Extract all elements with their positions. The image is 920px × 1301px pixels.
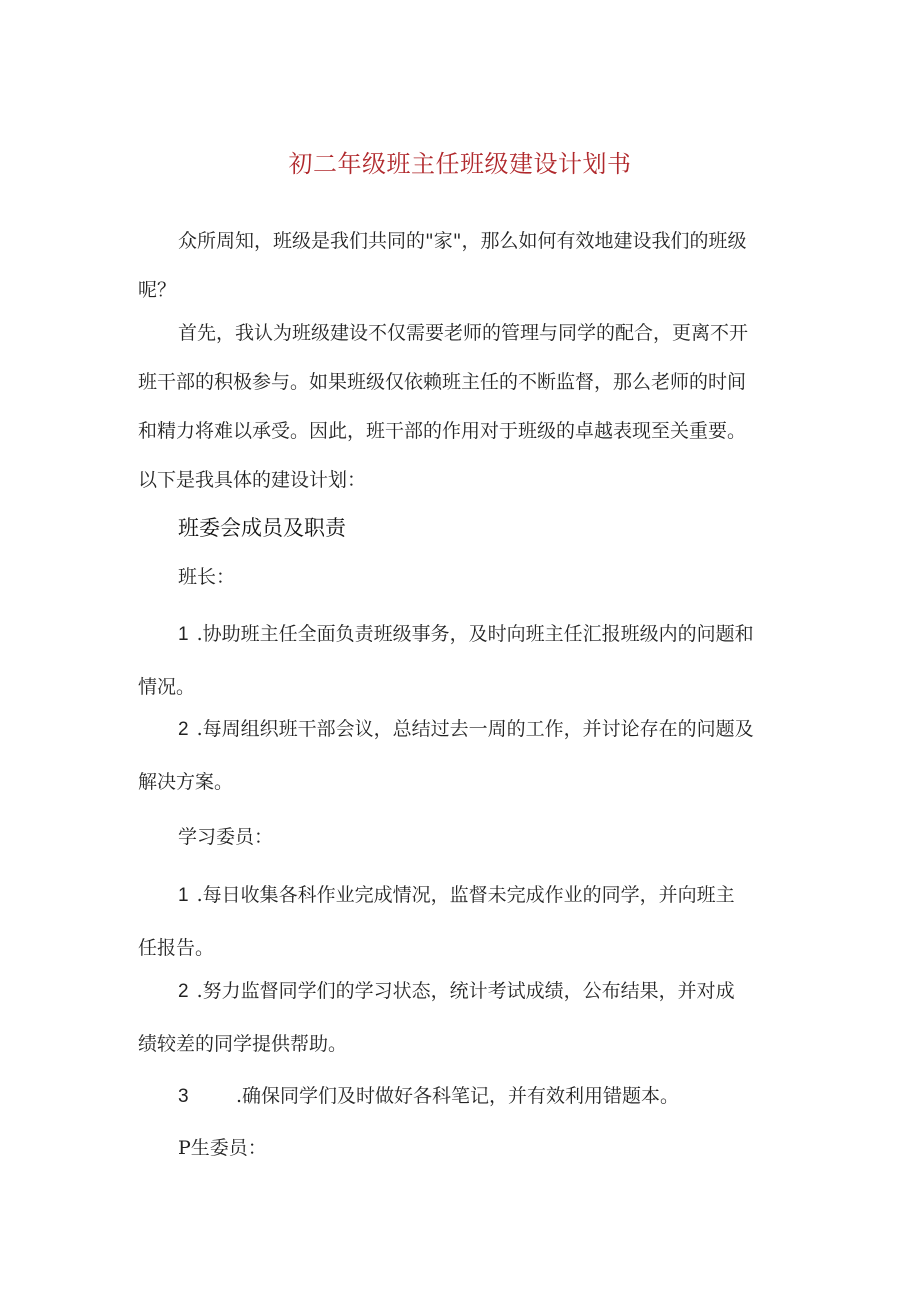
item-number: 1 [178,885,189,906]
item-text-line-1: .确保同学们及时做好各科笔记，并有效利用错题本。 [236,1085,680,1107]
item-number: 3 [178,1086,189,1107]
item-text-line-2: 绩较差的同学提供帮助。 [138,1033,348,1055]
item-text-line-1: .每日收集各科作业完成情况，监督未完成作业的同学，并向班主 [196,884,735,906]
study-item-1 [138,869,786,974]
first-line-1: 首先，我认为班级建设不仅需要老师的管理与同学的配合，更离不开 [178,322,749,344]
monitor-item-1 [138,608,786,713]
item-text-line-1: .努力监督同学们的学习状态，统计考试成绩，公布结果，并对成 [196,980,735,1002]
study-item-3 [138,1070,786,1123]
study-label: 学习委员： [178,826,274,848]
item-text-line-2: 情况。 [138,676,196,698]
monitor-label: 班长： [178,566,236,588]
item-text-line-2: 解决方案。 [138,771,234,793]
hygiene-label: P生委员： [178,1137,267,1159]
section-heading: 班委会成员及职责 [178,516,346,540]
first-line-2: 班干部的积极参与。如果班级仅依赖班主任的不断监督，那么老师的时间 [138,371,747,393]
item-text-line-1: .每周组织班干部会议，总结过去一周的工作，并讨论存在的问题及 [196,718,754,740]
monitor-item-2 [138,703,786,808]
item-number: 2 [178,981,189,1002]
intro-line-1: 众所周知，班级是我们共同的"家"，那么如何有效地建设我们的班级 [178,230,747,252]
first-paragraph [138,309,786,505]
document-title: 初二年级班主任班级建设计划书 [288,150,632,178]
item-number: 2 [178,719,189,740]
study-item-2 [138,965,786,1070]
item-text-line-2: 任报告。 [138,937,215,959]
first-line-4: 以下是我具体的建设计划： [138,469,367,491]
first-line-3: 和精力将难以承受。因此，班干部的作用对于班级的卓越表现至关重要。 [138,420,747,442]
item-text-line-1: .协助班主任全面负责班级事务，及时向班主任汇报班级内的问题和 [196,623,754,645]
item-number: 1 [178,624,189,645]
intro-paragraph [138,217,786,315]
intro-line-2: 呢？ [138,279,177,301]
